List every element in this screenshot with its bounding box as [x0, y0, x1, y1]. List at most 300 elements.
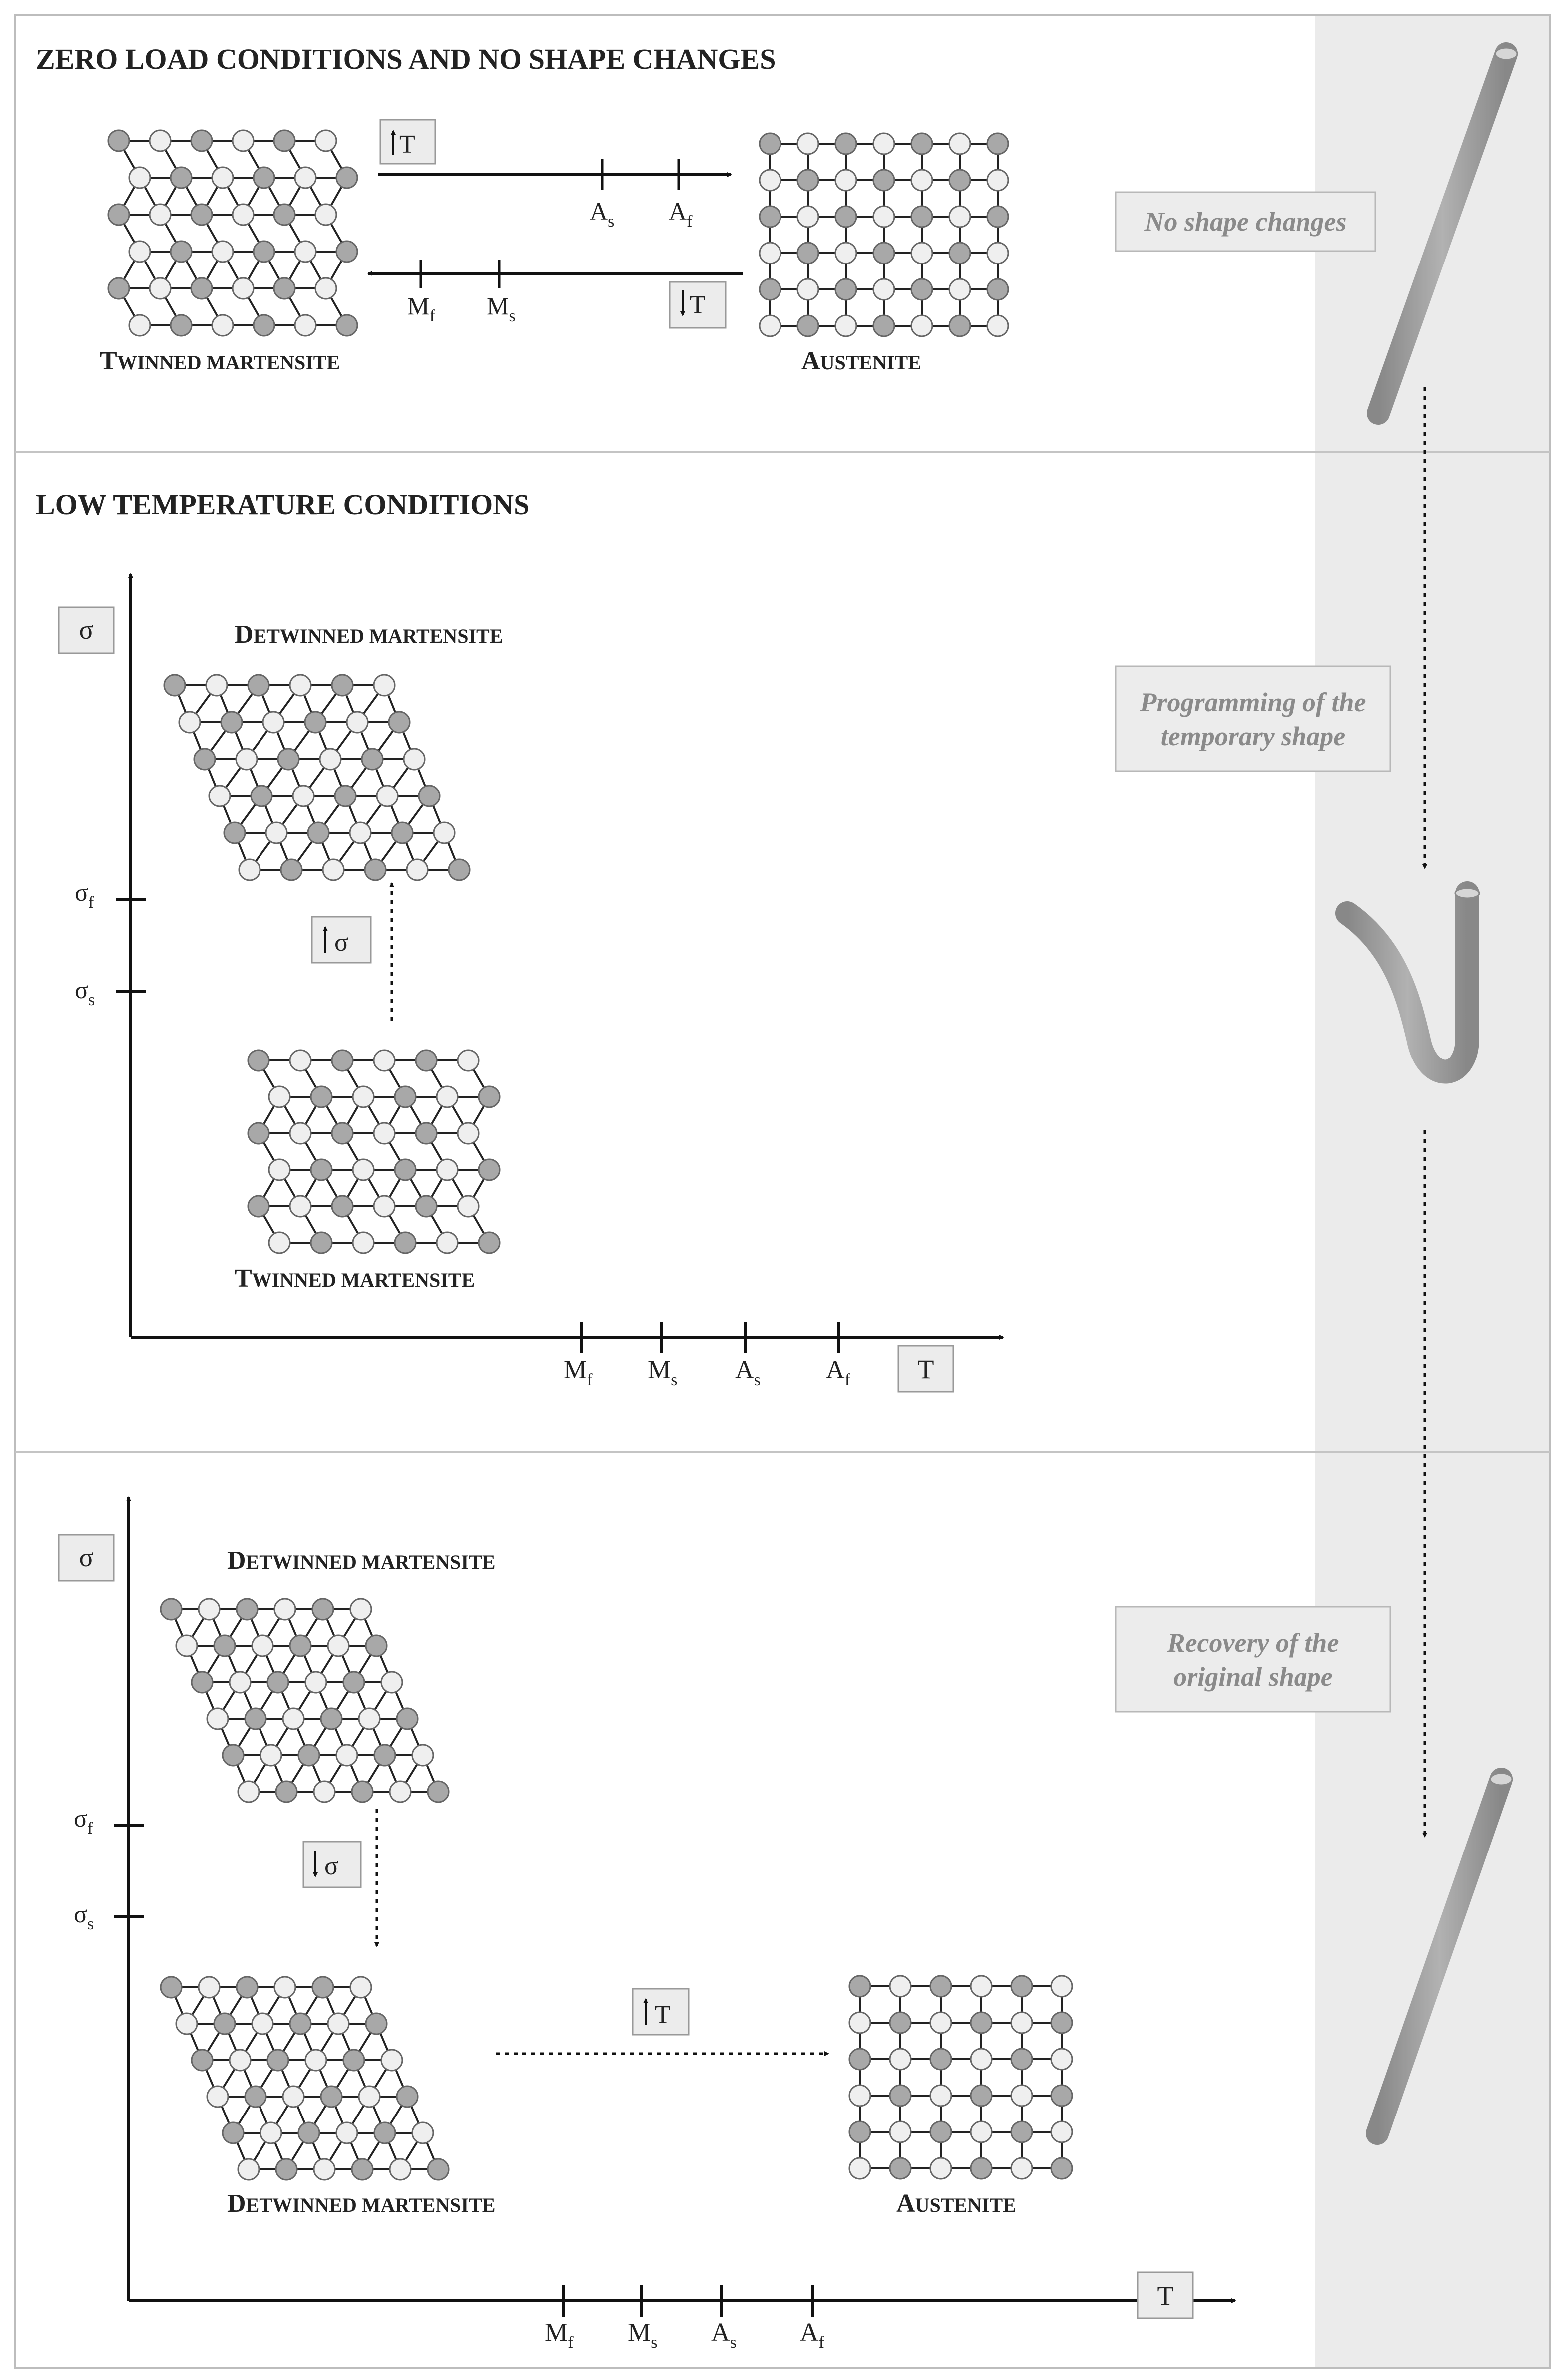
light-atom [381, 1672, 402, 1693]
heat-label-box [380, 120, 435, 164]
dark-atom [171, 241, 192, 262]
light-atom [129, 241, 150, 262]
dark-atom [365, 859, 386, 880]
note-recovery [1116, 1607, 1390, 1712]
dark-atom [797, 315, 818, 336]
dark-atom [987, 206, 1008, 227]
tick-label-af-top: $A_f$ [669, 197, 693, 231]
light-atom [199, 1599, 220, 1620]
tick-label-sigma-s-mid: $\sigma_s$ [75, 976, 95, 1009]
light-atom [987, 315, 1008, 336]
light-atom [290, 1196, 311, 1217]
dark-atom [449, 859, 470, 880]
dark-atom [267, 2050, 288, 2071]
light-atom [407, 859, 428, 880]
dark-atom [332, 1123, 353, 1144]
dark-atom [276, 1781, 297, 1802]
light-atom [274, 1977, 295, 1998]
light-atom [797, 279, 818, 300]
light-atom [314, 1781, 335, 1802]
light-atom [849, 2012, 870, 2033]
light-atom [328, 2013, 349, 2034]
light-atom [315, 130, 336, 151]
dark-atom [311, 1232, 332, 1253]
note-no-shape-changes [1116, 192, 1375, 251]
dark-atom [254, 241, 274, 262]
side-panel [1315, 15, 1550, 2368]
dark-atom [971, 2085, 992, 2106]
light-atom [230, 2050, 251, 2071]
light-atom [835, 170, 856, 191]
dark-atom [254, 167, 274, 188]
light-atom [353, 1159, 374, 1180]
cool-label: T [690, 291, 706, 319]
light-atom [797, 206, 818, 227]
light-atom [949, 133, 970, 154]
light-atom [260, 2122, 281, 2143]
tick-label-af-bottom: $A_f$ [800, 2318, 824, 2352]
light-atom [911, 315, 932, 336]
light-atom [315, 278, 336, 299]
light-atom [458, 1050, 479, 1071]
tick-label-sigma-f-bottom: $\sigma_f$ [74, 1804, 93, 1838]
y-axis-label-mid: σ [79, 615, 94, 645]
light-atom [1011, 2085, 1032, 2106]
light-atom [890, 1976, 911, 1997]
dark-atom [171, 315, 192, 336]
dark-atom [395, 1159, 416, 1180]
light-atom [283, 1708, 304, 1729]
light-atom [305, 2050, 326, 2071]
light-atom [760, 315, 780, 336]
tick-label-sigma-s-bottom: $\sigma_s$ [74, 1900, 94, 1933]
light-atom [233, 278, 254, 299]
dark-atom [849, 1976, 870, 1997]
dark-atom [835, 279, 856, 300]
light-atom [207, 2086, 228, 2107]
cool-label-box [670, 282, 726, 328]
detwinned-martensite-label-bottom-lower: DETWINNED MARTENSITE [227, 2189, 496, 2218]
light-atom [238, 1781, 259, 1802]
light-atom [359, 2086, 380, 2107]
light-atom [873, 206, 894, 227]
light-atom [328, 1635, 349, 1656]
dark-atom [835, 206, 856, 227]
dark-atom [108, 204, 129, 225]
light-atom [353, 1232, 374, 1253]
dark-atom [760, 279, 780, 300]
dark-atom [251, 786, 272, 806]
dark-atom [214, 1635, 235, 1656]
light-atom [971, 1976, 992, 1997]
light-atom [230, 1672, 251, 1693]
light-atom [260, 1745, 281, 1766]
dark-atom [374, 1745, 395, 1766]
tick-label-as-bottom: $A_s$ [711, 2318, 737, 2352]
light-atom [797, 133, 818, 154]
dark-atom [760, 206, 780, 227]
light-atom [890, 2121, 911, 2142]
detwinned-martensite-lattice-mid [164, 675, 470, 880]
light-atom [458, 1196, 479, 1217]
dark-atom [419, 786, 440, 806]
dark-atom [245, 2086, 266, 2107]
dark-atom [352, 1781, 373, 1802]
dark-atom [797, 243, 818, 264]
light-atom [269, 1232, 290, 1253]
light-atom [269, 1086, 290, 1107]
light-atom [971, 2049, 992, 2070]
dark-atom [890, 2012, 911, 2033]
dark-atom [835, 133, 856, 154]
dark-atom [281, 859, 302, 880]
stress-up-label: σ [334, 928, 349, 957]
light-atom [274, 1599, 295, 1620]
light-atom [263, 712, 284, 733]
light-atom [835, 315, 856, 336]
light-atom [987, 170, 1008, 191]
dark-atom [164, 675, 185, 696]
dark-atom [930, 2121, 951, 2142]
dark-atom [336, 167, 357, 188]
dark-atom [248, 1196, 269, 1217]
dark-atom [1051, 2012, 1072, 2033]
light-atom [129, 315, 150, 336]
light-atom [176, 2013, 197, 2034]
light-atom [295, 241, 316, 262]
dark-atom [192, 2050, 213, 2071]
light-atom [206, 675, 227, 696]
dark-atom [108, 130, 129, 151]
dark-atom [224, 822, 245, 843]
light-atom [233, 204, 254, 225]
note-programming-line-2: temporary shape [1160, 721, 1346, 751]
light-atom [930, 2012, 951, 2033]
dark-atom [849, 2121, 870, 2142]
dark-atom [987, 279, 1008, 300]
light-atom [350, 822, 371, 843]
dark-atom [276, 2159, 297, 2180]
dark-atom [191, 130, 212, 151]
light-atom [350, 1977, 371, 1998]
light-atom [760, 243, 780, 264]
light-atom [176, 1635, 197, 1656]
dark-atom [971, 2158, 992, 2179]
light-atom [314, 2159, 335, 2180]
dark-atom [194, 749, 215, 770]
light-atom [930, 2085, 951, 2106]
light-atom [212, 315, 233, 336]
light-atom [377, 786, 398, 806]
light-atom [1051, 1976, 1072, 1997]
light-atom [179, 712, 200, 733]
dark-atom [890, 2158, 911, 2179]
dark-atom [254, 315, 274, 336]
dark-atom [1011, 2049, 1032, 2070]
tick-label-mf-top: $M_f$ [407, 292, 435, 325]
dark-atom [274, 130, 295, 151]
dark-atom [873, 243, 894, 264]
light-atom [390, 1781, 411, 1802]
light-atom [315, 204, 336, 225]
detwinned-martensite-label-mid: DETWINNED MARTENSITE [235, 620, 503, 649]
tick-label-as-top: $A_s$ [590, 197, 615, 231]
dark-atom [321, 1708, 342, 1729]
dark-atom [274, 204, 295, 225]
dark-atom [332, 1196, 353, 1217]
x-axis-label-mid: T [917, 1354, 934, 1384]
dark-atom [428, 2159, 449, 2180]
dark-atom [161, 1977, 182, 1998]
austenite-label-bottom: AUSTENITE [896, 2189, 1016, 2218]
heat-label-box-bottom [633, 1989, 689, 2035]
dark-atom [971, 2012, 992, 2033]
light-atom [458, 1123, 479, 1144]
dark-atom [191, 278, 212, 299]
light-atom [437, 1232, 458, 1253]
light-atom [374, 1123, 395, 1144]
dark-atom [366, 2013, 387, 2034]
light-atom [412, 1745, 433, 1766]
light-atom [1051, 2049, 1072, 2070]
light-atom [1011, 2158, 1032, 2179]
dark-atom [1051, 2085, 1072, 2106]
dark-atom [274, 278, 295, 299]
light-atom [209, 786, 230, 806]
light-atom [233, 130, 254, 151]
dark-atom [312, 1599, 333, 1620]
dark-atom [479, 1086, 500, 1107]
dark-atom [1011, 1976, 1032, 1997]
light-atom [269, 1159, 290, 1180]
light-atom [293, 786, 314, 806]
light-atom [873, 279, 894, 300]
dark-atom [397, 1708, 418, 1729]
dark-atom [949, 243, 970, 264]
tick-label-as-mid: $A_s$ [735, 1356, 761, 1389]
light-atom [434, 822, 455, 843]
dark-atom [416, 1123, 437, 1144]
dark-atom [352, 2159, 373, 2180]
dark-atom [214, 2013, 235, 2034]
twinned-martensite-label-top: TWINNED MARTENSITE [100, 347, 340, 375]
light-atom [437, 1086, 458, 1107]
dark-atom [873, 315, 894, 336]
light-atom [911, 170, 932, 191]
dark-atom [305, 712, 326, 733]
tick-label-af-mid: $A_f$ [826, 1356, 850, 1389]
light-atom [381, 2050, 402, 2071]
austenite-lattice-bottom [849, 1976, 1072, 2179]
dark-atom [797, 170, 818, 191]
light-atom [971, 2121, 992, 2142]
dark-atom [336, 241, 357, 262]
tick-label-ms-top: $M_s$ [487, 292, 516, 325]
dark-atom [930, 2049, 951, 2070]
light-atom [150, 278, 171, 299]
light-atom [336, 1745, 357, 1766]
dark-atom [949, 170, 970, 191]
light-atom [238, 2159, 259, 2180]
light-atom [374, 675, 395, 696]
dark-atom [343, 1672, 364, 1693]
light-atom [930, 2158, 951, 2179]
stress-up-label-box [312, 917, 371, 963]
low-temp-heading: LOW TEMPERATURE CONDITIONS [36, 488, 530, 521]
dark-atom [108, 278, 129, 299]
dark-atom [395, 1086, 416, 1107]
dark-atom [911, 206, 932, 227]
dark-atom [336, 315, 357, 336]
light-atom [404, 749, 425, 770]
light-atom [266, 822, 287, 843]
note-recovery-line-2: original shape [1173, 1662, 1333, 1692]
light-atom [374, 1050, 395, 1071]
dark-atom [389, 712, 410, 733]
dark-atom [392, 822, 413, 843]
note-programming [1116, 666, 1390, 771]
twinned-martensite-lattice-top [108, 130, 357, 336]
light-atom [412, 2122, 433, 2143]
light-atom [835, 243, 856, 264]
dark-atom [416, 1196, 437, 1217]
light-atom [873, 133, 894, 154]
dark-atom [849, 2049, 870, 2070]
light-atom [390, 2159, 411, 2180]
light-atom [150, 204, 171, 225]
dark-atom [1011, 2121, 1032, 2142]
dark-atom [311, 1159, 332, 1180]
note-recovery-line-1: Recovery of the [1167, 1628, 1339, 1658]
light-atom [949, 206, 970, 227]
dark-atom [298, 1745, 319, 1766]
dark-atom [237, 1599, 258, 1620]
light-atom [207, 1708, 228, 1729]
dark-atom [366, 1635, 387, 1656]
dark-atom [930, 1976, 951, 1997]
dark-atom [248, 1123, 269, 1144]
heat-label: T [399, 130, 415, 159]
twinned-martensite-lattice-mid [248, 1050, 500, 1253]
light-atom [283, 2086, 304, 2107]
light-atom [290, 675, 311, 696]
light-atom [129, 167, 150, 188]
dark-atom [335, 786, 356, 806]
dark-atom [479, 1159, 500, 1180]
austenite-lattice-top [760, 133, 1008, 336]
dark-atom [311, 1086, 332, 1107]
light-atom [347, 712, 368, 733]
x-axis-label-bottom: T [1157, 2281, 1174, 2311]
stress-down-label-box [303, 1842, 361, 1887]
zero-load-heading: ZERO LOAD CONDITIONS AND NO SHAPE CHANGES [36, 43, 776, 75]
dark-atom [374, 2122, 395, 2143]
light-atom [949, 279, 970, 300]
light-atom [290, 1123, 311, 1144]
heat-label-bottom: T [655, 2001, 671, 2029]
light-atom [295, 167, 316, 188]
dark-atom [298, 2122, 319, 2143]
dark-atom [479, 1232, 500, 1253]
dark-atom [343, 2050, 364, 2071]
dark-atom [237, 1977, 258, 1998]
dark-atom [428, 1781, 449, 1802]
dark-atom [221, 712, 242, 733]
light-atom [305, 1672, 326, 1693]
tick-label-mf-mid: $M_f$ [564, 1356, 593, 1389]
light-atom [359, 1708, 380, 1729]
dark-atom [332, 1050, 353, 1071]
dark-atom [267, 1672, 288, 1693]
light-atom [987, 243, 1008, 264]
dark-atom [191, 204, 212, 225]
y-axis-label-bottom: σ [79, 1542, 94, 1572]
dark-atom [362, 749, 383, 770]
dark-atom [873, 170, 894, 191]
tick-label-mf-bottom: $M_f$ [545, 2318, 574, 2352]
tick-label-ms-mid: $M_s$ [648, 1356, 678, 1389]
light-atom [252, 2013, 273, 2034]
dark-atom [332, 675, 353, 696]
light-atom [199, 1977, 220, 1998]
detwinned-martensite-lattice-bottom-lower [161, 1977, 449, 2180]
detwinned-martensite-label-bottom-upper: DETWINNED MARTENSITE [227, 1546, 496, 1575]
dark-atom [308, 822, 329, 843]
light-atom [437, 1159, 458, 1180]
light-atom [374, 1196, 395, 1217]
light-atom [849, 2158, 870, 2179]
light-atom [849, 2085, 870, 2106]
dark-atom [911, 133, 932, 154]
light-atom [252, 1635, 273, 1656]
dark-atom [987, 133, 1008, 154]
light-atom [353, 1086, 374, 1107]
dark-atom [949, 315, 970, 336]
detwinned-martensite-lattice-bottom-upper [161, 1599, 449, 1802]
dark-atom [416, 1050, 437, 1071]
dark-atom [248, 1050, 269, 1071]
light-atom [320, 749, 341, 770]
light-atom [1051, 2121, 1072, 2142]
dark-atom [245, 1708, 266, 1729]
dark-atom [397, 2086, 418, 2107]
light-atom [890, 2049, 911, 2070]
light-atom [290, 1050, 311, 1071]
light-atom [323, 859, 344, 880]
dark-atom [312, 1977, 333, 1998]
dark-atom [192, 1672, 213, 1693]
dark-atom [171, 167, 192, 188]
light-atom [760, 170, 780, 191]
light-atom [911, 243, 932, 264]
dark-atom [890, 2085, 911, 2106]
light-atom [236, 749, 257, 770]
dark-atom [161, 1599, 182, 1620]
dark-atom [290, 2013, 311, 2034]
y-axis-label-box-mid [59, 607, 114, 653]
light-atom [150, 130, 171, 151]
x-axis-label-box-mid [898, 1346, 953, 1392]
stress-down-label: σ [324, 1852, 339, 1880]
dark-atom [278, 749, 299, 770]
light-atom [336, 2122, 357, 2143]
tick-label-ms-bottom: $M_s$ [628, 2318, 658, 2352]
tick-label-sigma-f-mid: $\sigma_f$ [75, 878, 94, 912]
light-atom [295, 315, 316, 336]
dark-atom [223, 1745, 244, 1766]
y-axis-label-box-bottom [59, 1535, 114, 1581]
dark-atom [321, 2086, 342, 2107]
